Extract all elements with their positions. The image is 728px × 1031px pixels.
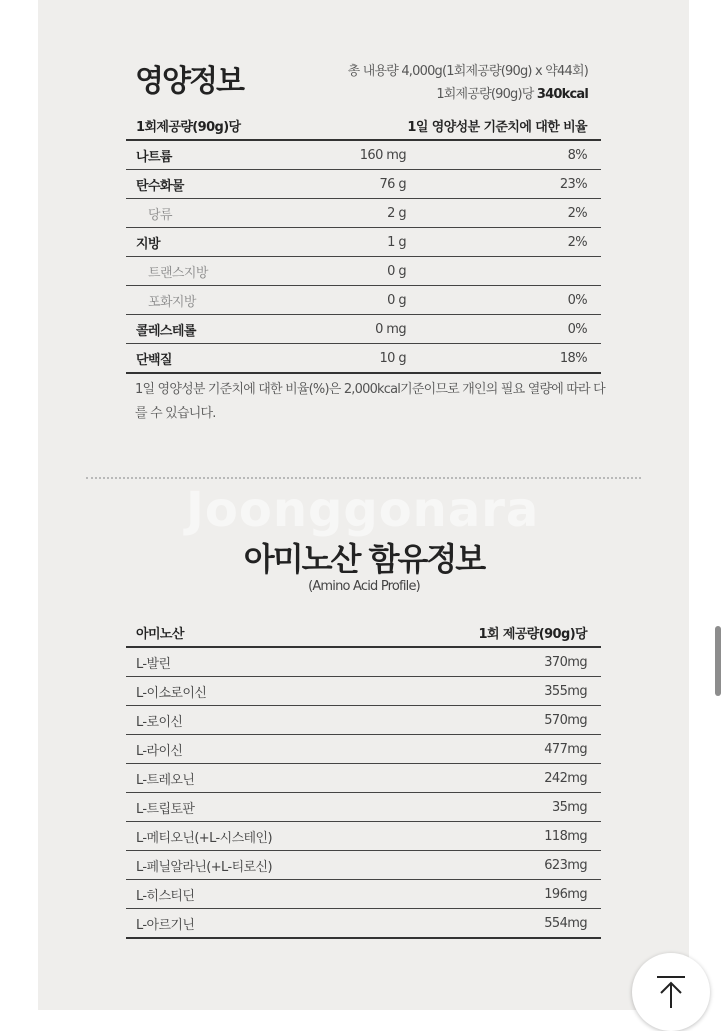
amino-value: 623mg (384, 851, 601, 880)
nutrient-percent: 18% (406, 344, 601, 374)
nutrient-percent: 2% (406, 199, 601, 228)
total-content-line: 총 내용량 4,000g(1회제공량(90g) x 약44회) (347, 64, 588, 79)
nutrient-name: 탄수화물 (126, 170, 298, 199)
nutrient-name: 콜레스테롤 (126, 315, 298, 344)
arrow-up-to-top-icon (655, 974, 687, 1010)
serving-prefix: 1회제공량(90g)당 (436, 87, 534, 102)
nutrient-amount: 76 g (298, 170, 406, 199)
nutrition-row (126, 228, 601, 257)
amino-header-right: 1회 제공량(90g)당 (384, 618, 601, 647)
watermark-logo: Joonggonara (186, 482, 540, 538)
nutrient-percent: 23% (406, 170, 601, 199)
nutrition-row (126, 170, 601, 199)
amino-row (126, 822, 601, 851)
nutrient-name: 나트륨 (126, 140, 298, 170)
kcal-value: 340kcal (536, 87, 588, 102)
amino-name: L-트레오닌 (126, 764, 384, 793)
nutrition-table (126, 111, 601, 374)
amino-value: 35mg (384, 793, 601, 822)
amino-row (126, 793, 601, 822)
scrollbar-thumb[interactable] (715, 626, 721, 696)
amino-value: 196mg (384, 880, 601, 909)
amino-value: 118mg (384, 822, 601, 851)
serving-kcal-line (348, 83, 588, 106)
nutrient-percent: 0% (406, 286, 601, 315)
nutrition-row (126, 199, 601, 228)
amino-name: L-히스티딘 (126, 880, 384, 909)
nutrition-row (126, 315, 601, 344)
amino-row (126, 764, 601, 793)
amino-table (126, 618, 601, 939)
amino-name: L-발린 (126, 647, 384, 677)
nutrient-amount: 160 mg (298, 140, 406, 170)
nutrient-name: 당류 (126, 199, 298, 228)
nutrient-amount: 2 g (298, 199, 406, 228)
amino-header-left: 아미노산 (126, 618, 384, 647)
amino-row (126, 735, 601, 764)
nutrition-row (126, 286, 601, 315)
nutrition-row (126, 140, 601, 170)
nutrient-percent: 8% (406, 140, 601, 170)
nutrient-name: 트랜스지방 (126, 257, 298, 286)
amino-value: 242mg (384, 764, 601, 793)
nutrient-amount: 1 g (298, 228, 406, 257)
nutrition-row (126, 344, 601, 374)
amino-value: 370mg (384, 647, 601, 677)
amino-value: 570mg (384, 706, 601, 735)
nutrient-name: 지방 (126, 228, 298, 257)
amino-name: L-메티오닌(+L-시스테인) (126, 822, 384, 851)
amino-row (126, 647, 601, 677)
amino-row (126, 706, 601, 735)
amino-title: 아미노산 함유정보 (243, 540, 485, 578)
amino-name: L-트립토판 (126, 793, 384, 822)
scroll-to-top-button[interactable] (632, 953, 710, 1031)
amino-name: L-라이신 (126, 735, 384, 764)
amino-name: L-로이신 (126, 706, 384, 735)
section-divider (86, 477, 641, 479)
amino-row (126, 677, 601, 706)
nutrition-header-row (126, 111, 601, 140)
nutrient-amount: 0 mg (298, 315, 406, 344)
nutrition-header-left: 1회제공량(90g)당 (126, 111, 406, 140)
nutrition-title: 영양정보 (135, 64, 243, 99)
nutrient-name: 포화지방 (126, 286, 298, 315)
amino-row (126, 909, 601, 939)
nutrient-amount: 10 g (298, 344, 406, 374)
amino-row (126, 851, 601, 880)
amino-subtitle: (Amino Acid Profile) (308, 579, 420, 594)
nutrient-percent (406, 257, 601, 286)
nutrient-name: 단백질 (126, 344, 298, 374)
nutrient-percent: 0% (406, 315, 601, 344)
amino-value: 477mg (384, 735, 601, 764)
nutrition-summary (348, 60, 588, 106)
amino-name: L-페닐알라닌(+L-티로신) (126, 851, 384, 880)
amino-row (126, 880, 601, 909)
nutrition-note: 1일 영양성분 기준치에 대한 비율(%)은 2,000kcal기준이므로 개인의 필요 열량에 따라 다를 수 있습니다. (135, 382, 605, 421)
amino-name: L-아르기닌 (126, 909, 384, 939)
nutrient-percent: 2% (406, 228, 601, 257)
nutrient-amount: 0 g (298, 286, 406, 315)
amino-value: 355mg (384, 677, 601, 706)
amino-name: L-이소로이신 (126, 677, 384, 706)
nutrition-row (126, 257, 601, 286)
amino-header-row (126, 618, 601, 647)
nutrient-amount: 0 g (298, 257, 406, 286)
nutrition-header-right: 1일 영양성분 기준치에 대한 비율 (406, 111, 601, 140)
amino-value: 554mg (384, 909, 601, 939)
